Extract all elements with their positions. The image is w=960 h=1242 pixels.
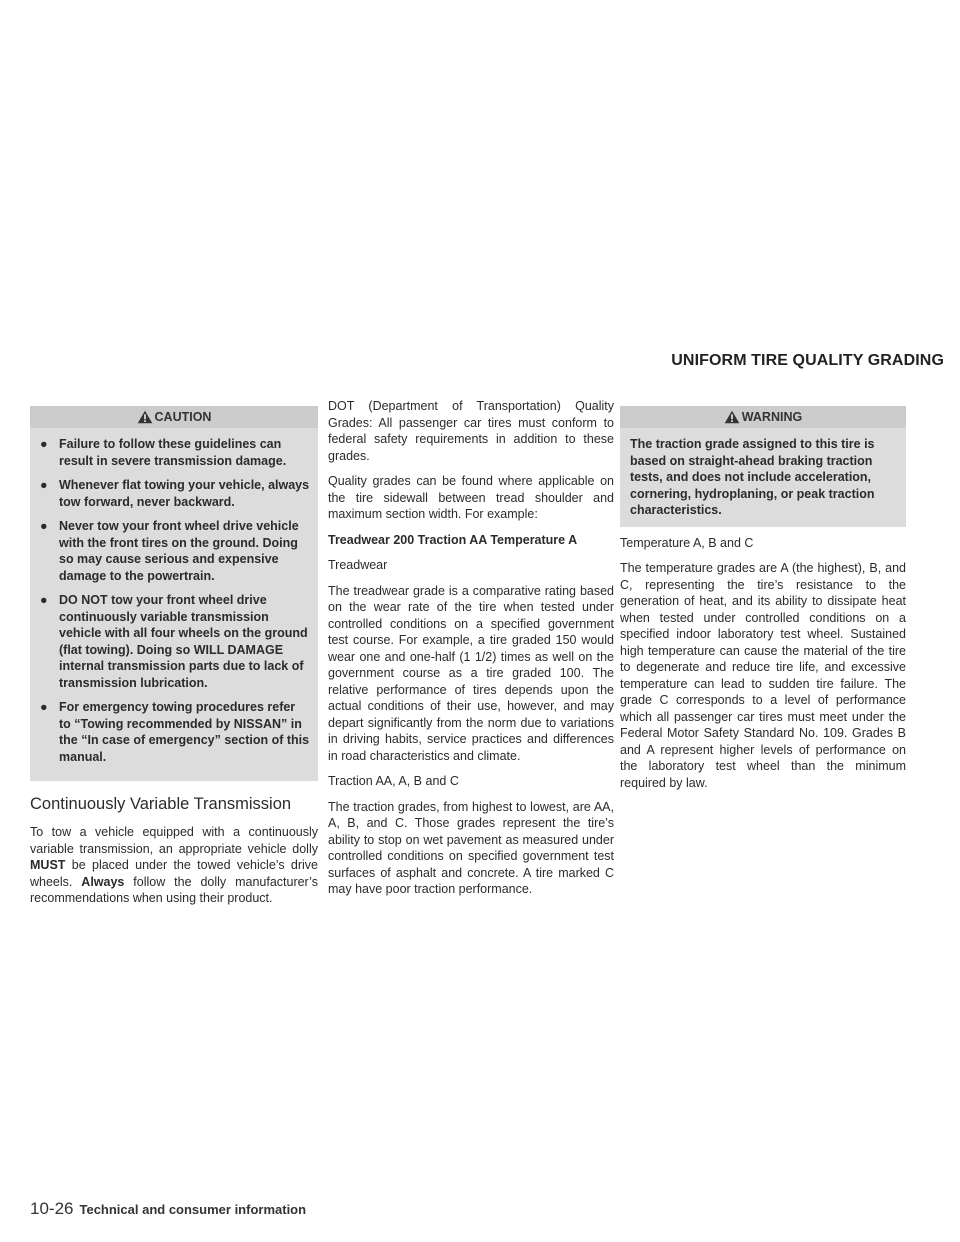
caution-item-text: Whenever flat towing your vehicle, always tow forward, never backward.: [59, 478, 310, 509]
temperature-label: Temperature A, B and C: [620, 535, 754, 550]
treadwear-paragraph: The treadwear grade is a comparative rating based on the wear rate of the tire when tested under controlled conditions on a specified government test course. For example, a tire graded 150 would wear one and one-half (1 1/2) times as well on the government course as a tire graded 100. The relative performance of tires depends upon the actual conditions of their use, however, and may depart significantly from the norm due to variations in driving habits, service practices and differences in road characteristics and climate.: [328, 583, 614, 763]
caution-box: [30, 406, 318, 781]
grade-location-paragraph: Quality grades can be found where applicable on the tire sidewall between tread shoulder and maximum section width. For example:: [328, 474, 614, 521]
temperature-paragraph: The temperature grades are A (the highest), B, and C, representing the tire’s resistance to the generation of heat, and its ability to dissipate heat when tested under controlled conditions on a specified indoor laboratory test wheel. Sustained high temperature can cause the material of the tire to degenerate and reduce tire life, and excessive temperature can lead to sudden tire failure. The grade C corresponds to a level of performance which all passenger car tires must meet under the Federal Motor Safety Standard No. 109. Grades B and A represent higher levels of performance on the laboratory test wheel than the minimum required by law.: [620, 561, 906, 790]
bullet-icon: ●: [40, 437, 48, 451]
bullet-icon: ●: [40, 700, 48, 714]
caution-item-text: Never tow your front wheel drive vehicle with the front tires on the ground. Doing so may cause serious and expensive damage to the powertrain.: [59, 519, 299, 583]
caution-item: [40, 477, 310, 510]
cvt-must: MUST: [30, 858, 66, 872]
warning-triangle-icon: [137, 410, 153, 424]
cvt-paragraph: [30, 824, 318, 907]
caution-title: CAUTION: [154, 410, 212, 424]
section-heading: UNIFORM TIRE QUALITY GRADING: [671, 352, 944, 369]
cvt-heading: Continuously Variable Transmission: [30, 795, 292, 813]
cvt-always: Always: [81, 874, 125, 889]
bullet-icon: ●: [40, 478, 48, 492]
dot-grades-paragraph: DOT (Department of Transportation) Quality Grades: All passenger car tires must conform to federal safety requirements in addition to these grades.: [328, 399, 614, 463]
column-1: [30, 406, 318, 916]
caution-item-text: DO NOT tow your front wheel drive continuously variable transmission vehicle with all four wheels on the ground (flat towing). Doing so WILL DAMAGE internal transmission parts due to lack of transmission lubrication.: [59, 593, 308, 690]
page-footer: [30, 1199, 306, 1219]
column-2: [328, 398, 614, 907]
cvt-text-start: To tow a vehicle equipped with a continuously variable transmission, an appropriate vehicle dolly: [30, 825, 318, 856]
treadwear-label: Treadwear: [328, 558, 388, 572]
caution-item: [40, 436, 310, 469]
caution-item-text: For emergency towing procedures refer to “Towing recommended by NISSAN” in the “In case of emergency” section of this manual.: [59, 700, 310, 764]
warning-text: The traction grade assigned to this tire is based on straight-ahead braking traction tests, and does not include acceleration, cornering, hydroplaning, or peak traction characteristics.: [630, 437, 875, 517]
caution-item: [40, 699, 310, 765]
bullet-icon: ●: [40, 519, 48, 533]
caution-item-text: Failure to follow these guidelines can result in severe transmission damage.: [59, 437, 287, 468]
traction-label: Traction AA, A, B and C: [328, 774, 459, 788]
cvt-text-end: follow the dolly manufacturer’s recommendations when using their product.: [30, 874, 318, 905]
warning-title-bar: [620, 406, 906, 428]
traction-paragraph: The traction grades, from highest to lowest, are AA, A, B, and C. Those grades represent the tire’s ability to stop on wet pavement as measured under controlled conditions on specified government test surfaces of asphalt and concrete. A tire marked C may have poor traction performance.: [328, 799, 614, 896]
bullet-icon: ●: [40, 593, 48, 607]
column-3: [620, 406, 906, 800]
grade-example: Treadwear 200 Traction AA Temperature A: [328, 532, 578, 547]
warning-title: WARNING: [741, 410, 803, 424]
caution-title-bar: [30, 406, 318, 428]
footer-title: Technical and consumer information: [79, 1202, 307, 1217]
warning-triangle-icon: [724, 410, 740, 424]
caution-list: [30, 428, 318, 765]
page-number: 10-26: [30, 1199, 74, 1218]
warning-box: [620, 406, 906, 527]
caution-item: [40, 518, 310, 584]
cvt-text-mid: be placed under the towed vehicle’s drive wheels.: [30, 858, 318, 889]
caution-item: [40, 592, 310, 691]
